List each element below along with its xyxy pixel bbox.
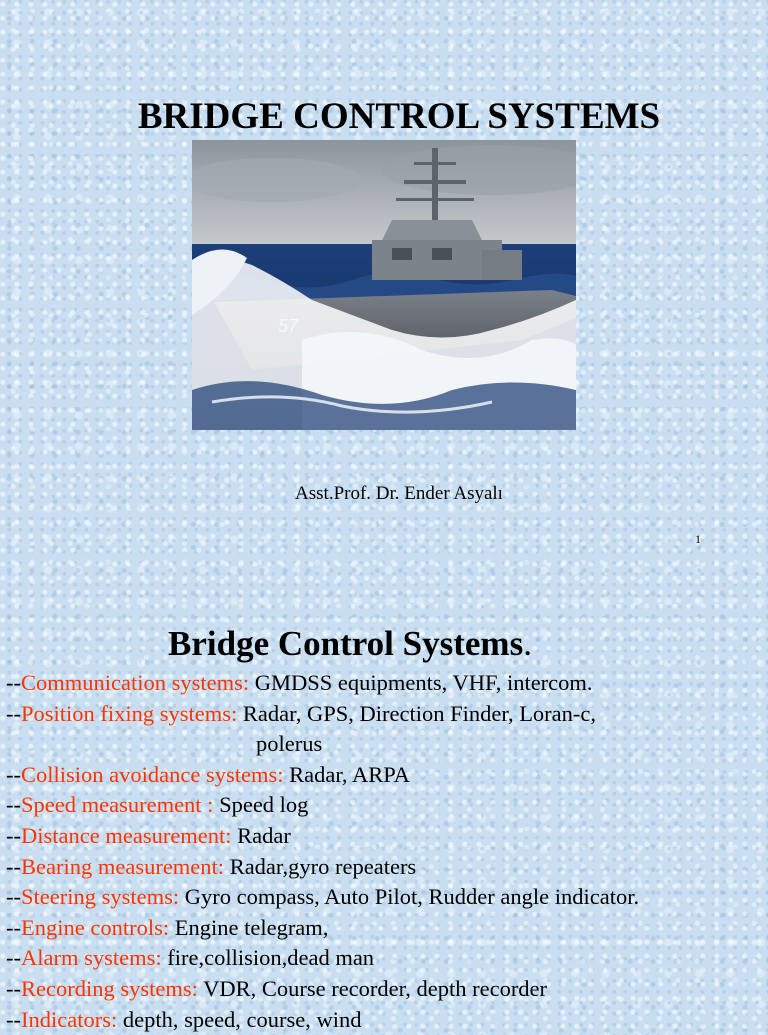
item-prefix: -- <box>6 975 21 1001</box>
item-text: Gyro compass, Auto Pilot, Rudder angle indicator. <box>179 884 640 910</box>
item-prefix: -- <box>6 914 21 940</box>
item-text: GMDSS equipments, VHF, intercom. <box>249 670 593 695</box>
warship-illustration <box>192 140 576 430</box>
item-prefix: -- <box>6 792 21 818</box>
item-label: Recording systems: <box>21 975 198 1001</box>
item-label: Steering systems: <box>21 884 180 910</box>
item-prefix: -- <box>6 670 21 695</box>
section-heading-period: . <box>523 624 532 663</box>
item-label: Distance measurement: <box>21 822 232 848</box>
systems-list <box>6 668 766 1035</box>
author-name: Asst.Prof. Dr. Ender Asyalı <box>295 483 503 504</box>
item-prefix: -- <box>6 884 21 910</box>
item-text: Radar, ARPA <box>283 761 410 787</box>
list-item <box>6 1005 766 1035</box>
list-item <box>6 943 766 974</box>
item-prefix: -- <box>6 822 21 848</box>
item-prefix: -- <box>6 945 21 971</box>
item-text: fire,collision,dead man <box>161 945 375 971</box>
item-text: Radar, GPS, Direction Finder, Loran-c, <box>237 700 597 726</box>
list-item <box>6 699 766 730</box>
item-label: Bearing measurement: <box>21 853 225 879</box>
list-item <box>6 668 766 699</box>
item-label: Engine controls: <box>21 914 170 940</box>
item-text: Radar,gyro repeaters <box>224 853 417 879</box>
list-item <box>6 882 766 913</box>
list-item <box>6 974 766 1005</box>
item-text: Radar <box>231 822 291 848</box>
item-label: Alarm systems: <box>21 945 162 971</box>
item-label: Communication systems: <box>21 670 250 695</box>
list-item <box>6 821 766 852</box>
item-prefix: -- <box>6 1006 21 1032</box>
section-heading-text: Bridge Control Systems <box>168 624 524 663</box>
content-slide <box>0 600 768 1032</box>
list-item-continuation <box>6 729 766 760</box>
item-text: Speed log <box>213 792 309 818</box>
item-text: VDR, Course recorder, depth recorder <box>197 975 548 1001</box>
warship-photo <box>192 140 576 430</box>
item-continuation-text: polerus <box>256 731 323 757</box>
item-label: Collision avoidance systems: <box>21 761 284 787</box>
item-prefix: -- <box>6 761 21 787</box>
section-heading <box>0 624 700 664</box>
item-prefix: -- <box>6 853 21 879</box>
list-item <box>6 790 766 821</box>
item-text: depth, speed, course, wind <box>117 1006 362 1032</box>
item-prefix: -- <box>6 700 21 726</box>
slide-title: BRIDGE CONTROL SYSTEMS <box>137 96 661 137</box>
list-item <box>6 913 766 944</box>
item-label: Indicators: <box>21 1006 118 1032</box>
item-text: Engine telegram, <box>169 914 329 940</box>
list-item <box>6 760 766 791</box>
page-number: 1 <box>695 532 701 546</box>
list-item <box>6 852 766 883</box>
item-label: Position fixing systems: <box>21 700 238 726</box>
item-label: Speed measurement : <box>21 792 214 818</box>
